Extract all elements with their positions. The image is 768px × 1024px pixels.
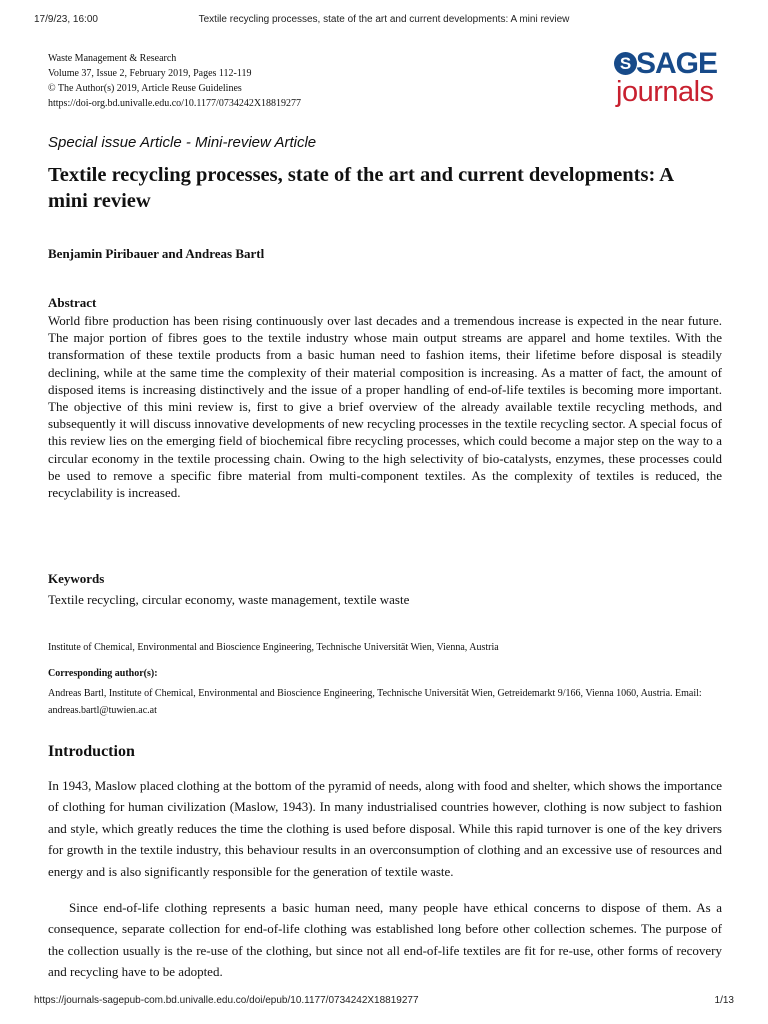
article-authors: Benjamin Piribauer and Andreas Bartl: [48, 246, 265, 261]
article-type: Special issue Article - Mini-review Article: [48, 134, 317, 151]
introduction-paragraph: Since end-of-life clothing represents a basic human need, many people have ethical concerns to dispose of them. As a consequence, separate collection for end-of-life clothing was established long before other collection schemes. The purpose of the collection usually is the re-use of the clothing, but since not all end-of-life textiles are fit for re-use, other forms of recovery and recycling have to be adopted.: [48, 900, 722, 980]
logo-journals-text: journals: [616, 76, 714, 108]
keywords-text: Textile recycling, circular economy, waste management, textile waste: [48, 592, 410, 607]
journal-metadata: [48, 51, 488, 111]
print-date: 17/9/23, 16:00: [34, 14, 98, 25]
browser-print-header: [34, 14, 734, 28]
abstract-text: World fibre production has been rising continuously over last decades and a tremendous increase is expected in the near future. The major portion of fibres goes to the textile industry whose main output streams are apparel and home textiles. With the transformation of these textile products from a basic human need to fashion items, their lifetime before disposal is steadily declining, while at the same time the complexity of their material composition is increasing. As a matter of fact, the amount of disposed items is increasing distinctively and the issue of a proper handling of end-of-life textiles is becoming more important. The objective of this mini review is, first to give a brief overview of the already available textile recycling methods, and subsequently it will discuss innovative developments of new recycling processes in the textile recycling sector. A special focus of this review lies on the emerging field of biochemical fibre recycling processes, which could become a major step on the way to a circular economy in the textile processing chain. Owing to the high selectivity of bio-catalysts, enzymes, these processes could be used to remove a specific fibre material from multi-component textiles. As the complexity of textiles is reduced, the recyclability is increased.: [48, 313, 722, 501]
journal-name: Waste Management & Research: [48, 53, 177, 64]
print-url: https://journals-sagepub-com.bd.univalle.edu.co/doi/epub/10.1177/0734242X18819277: [34, 995, 419, 1006]
browser-print-footer: [34, 995, 734, 1009]
introduction-heading: Introduction: [48, 743, 135, 760]
abstract-heading: Abstract: [48, 295, 97, 310]
corresponding-author-label: Corresponding author(s):: [48, 668, 158, 679]
print-page-number: 1/13: [714, 995, 734, 1006]
journal-volume: Volume 37, Issue 2, February 2019, Pages 112-119: [48, 68, 252, 79]
corresponding-author-text: Andreas Bartl, Institute of Chemical, Environmental and Bioscience Engineering, Technische Universität Wien, Getreidemarkt 9/166, Vienna 1060, Austria. Email: andreas.bartl@tuwien.ac.at: [48, 688, 702, 716]
print-page-title: Textile recycling processes, state of the art and current developments: A mini review: [198, 14, 570, 25]
copyright-line: © The Author(s) 2019, Article Reuse Guidelines: [48, 83, 242, 94]
author-affiliation: Institute of Chemical, Environmental and Bioscience Engineering, Technische Universität Wien, Vienna, Austria: [48, 642, 499, 653]
doi-link[interactable]: https://doi-org.bd.univalle.edu.co/10.1177/0734242X18819277: [48, 98, 302, 109]
article-title: Textile recycling processes, state of the art and current developments: A mini review: [48, 164, 673, 212]
introduction-paragraph: In 1943, Maslow placed clothing at the bottom of the pyramid of needs, along with food and shelter, which shows the importance of clothing for human civilization (Maslow, 1943). In many industrialised countries however, clothing is now subject to fashion and style, which greatly reduces the time the clothing is used before disposal. While this rapid turnover is one of the key drivers for growth in the textile industry, this behaviour results in an overconsumption of clothing and an excessive use of resources and energy and is also significantly responsible for the generation of textile waste.: [48, 778, 722, 879]
keywords-heading: Keywords: [48, 571, 105, 586]
logo-sage-text: SAGE: [636, 47, 718, 80]
sage-journals-logo: [612, 47, 727, 110]
sage-seal-icon: S: [614, 52, 637, 75]
